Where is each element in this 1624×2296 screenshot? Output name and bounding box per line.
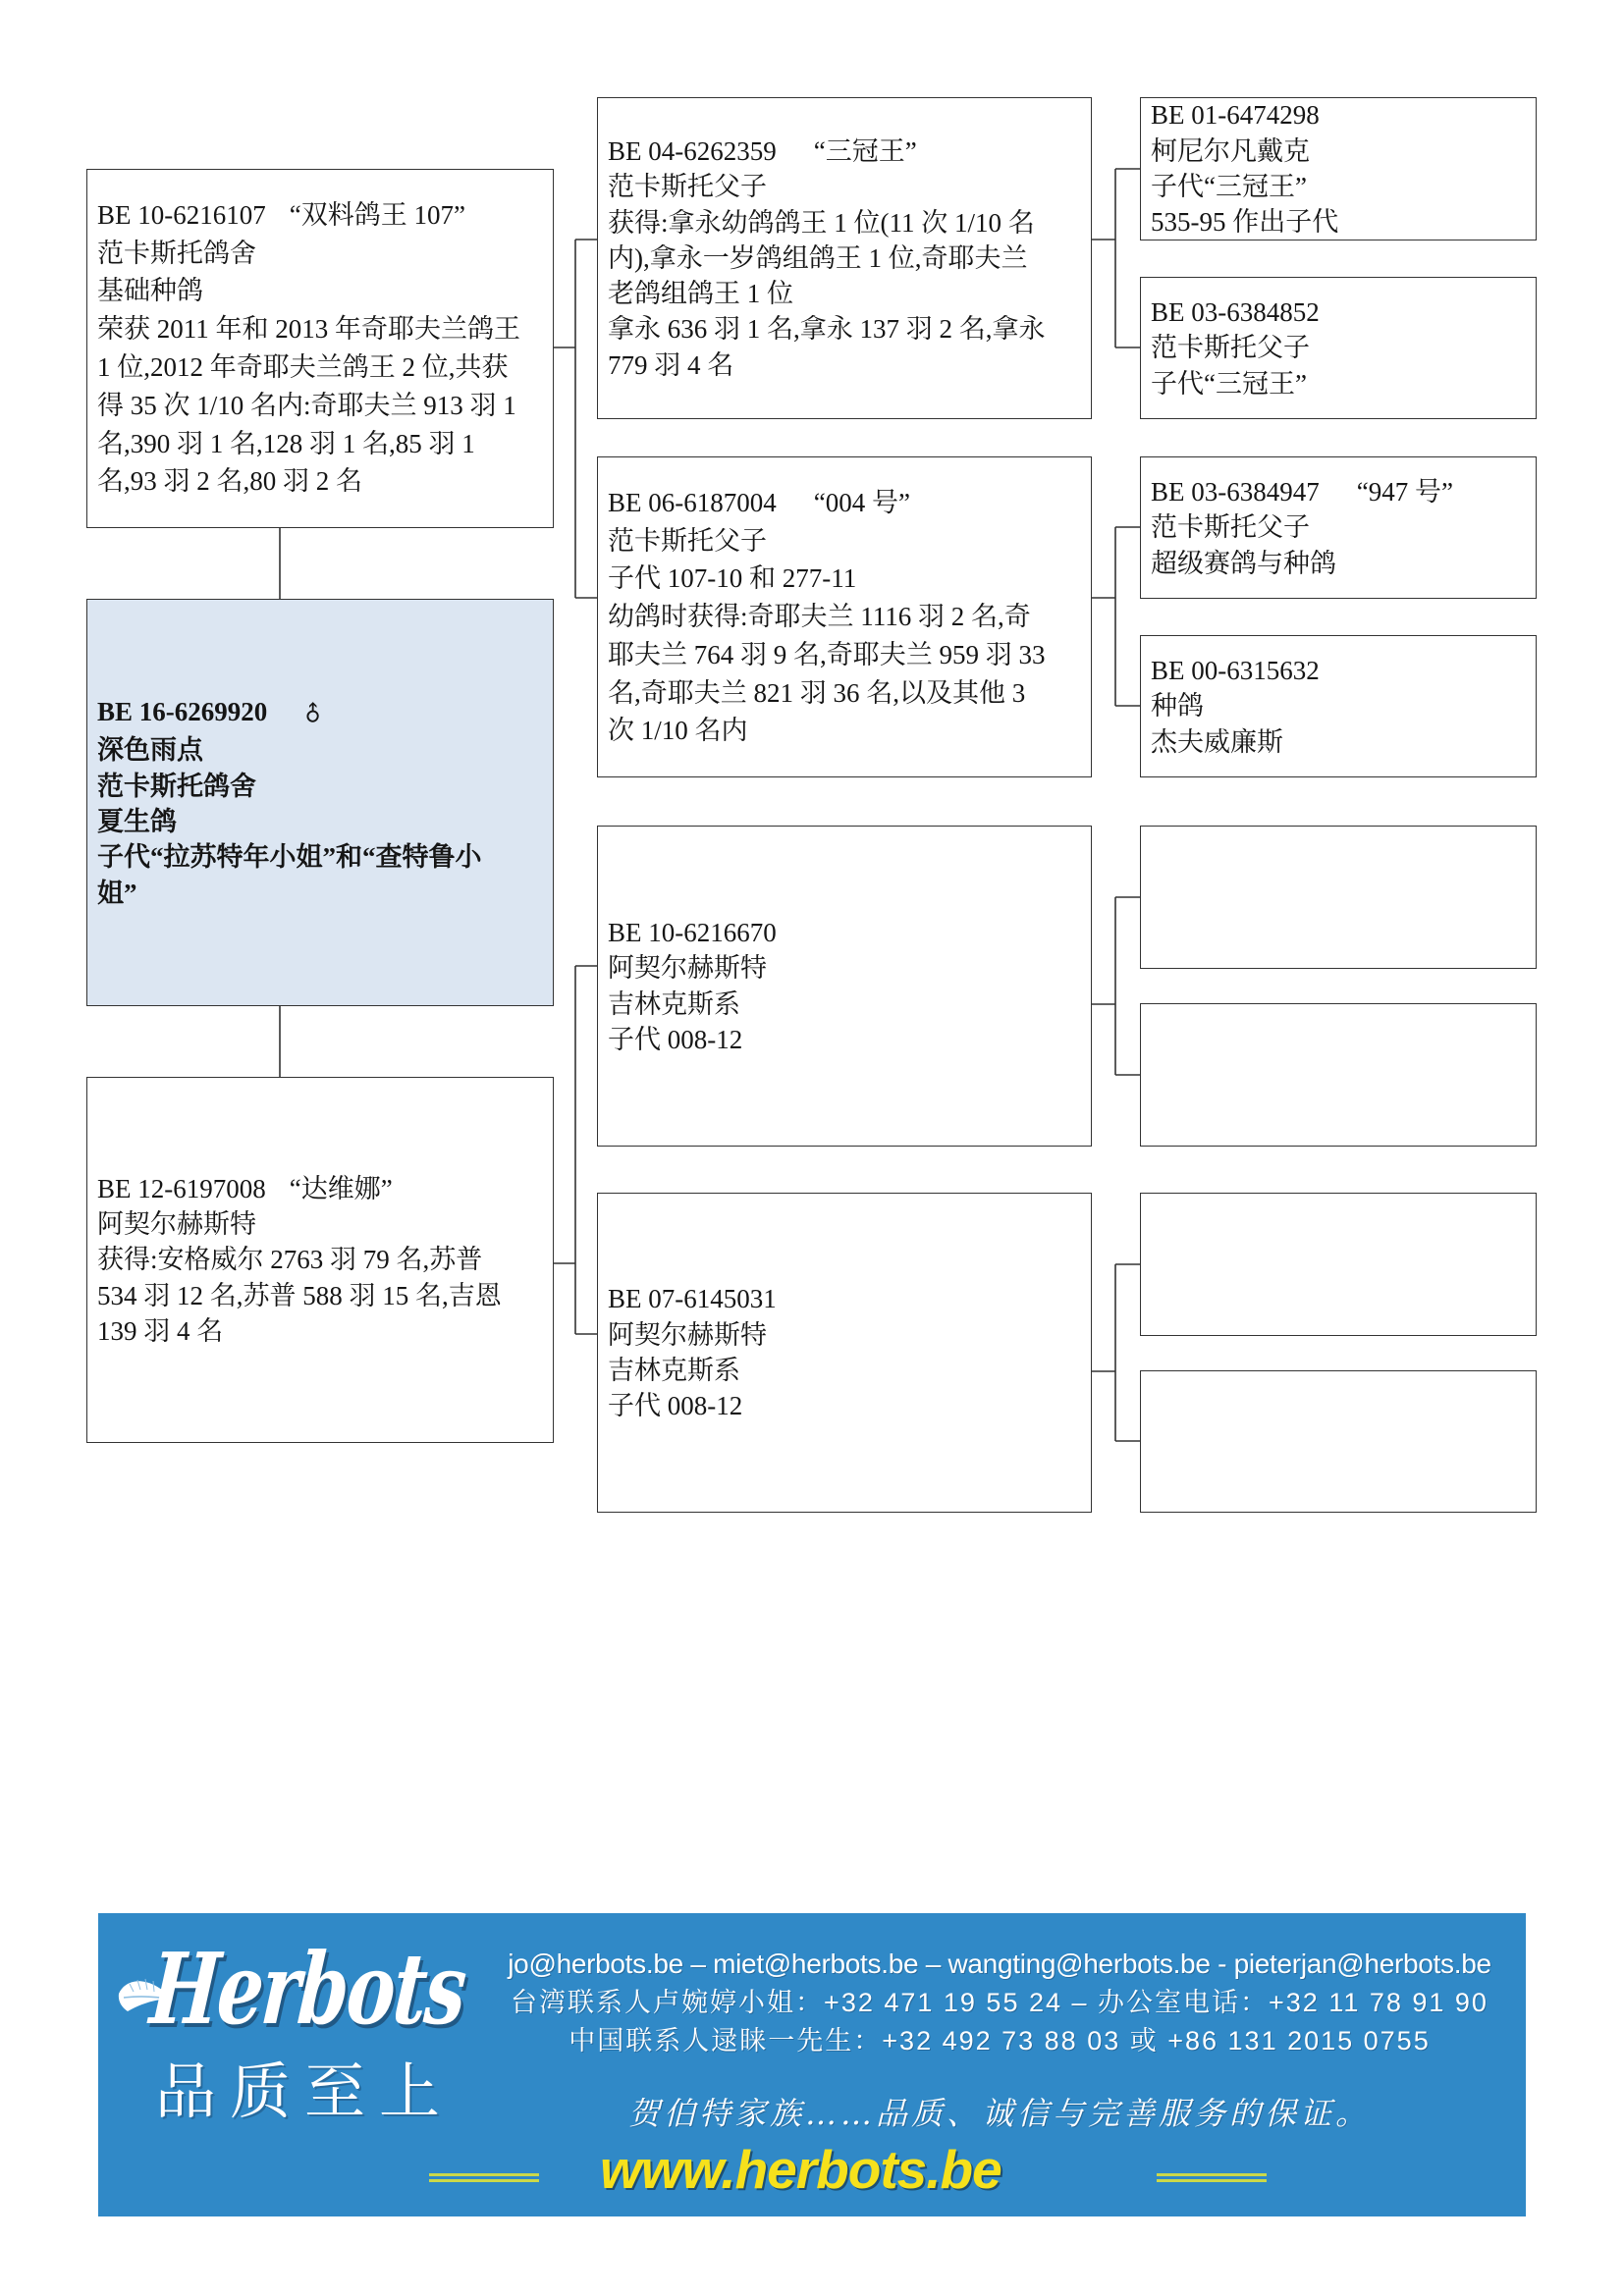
pedigree-box-sire-sire-sire xyxy=(1140,97,1537,240)
info-line: 子代 107-10 和 277-11 xyxy=(608,563,857,594)
info-line: 拿永 636 羽 1 名,拿永 137 羽 2 名,拿永 xyxy=(608,314,1046,345)
ring-number: BE 04-6262359 xyxy=(608,135,777,166)
pedigree-box-empty xyxy=(1140,1003,1537,1147)
pedigree-box-sire-sire xyxy=(597,97,1092,419)
pigeon-name: “三冠王” xyxy=(813,135,917,166)
info-line: 杰夫威廉斯 xyxy=(1151,726,1283,757)
info-line: 名,390 羽 1 名,128 羽 1 名,85 羽 1 xyxy=(97,428,475,458)
info-line: 名,93 羽 2 名,80 羽 2 名 xyxy=(97,466,362,497)
info-line: 耶夫兰 764 羽 9 名,奇耶夫兰 959 羽 33 xyxy=(608,639,1046,669)
info-line: 779 羽 4 名 xyxy=(608,349,734,380)
ring-number: BE 01-6474298 xyxy=(1151,100,1320,131)
info-line: 种鸽 xyxy=(1151,691,1204,721)
info-line: 名,奇耶夫兰 821 羽 36 名,以及其他 3 xyxy=(608,677,1026,708)
info-line: 获得:安格威尔 2763 羽 79 名,苏普 xyxy=(97,1245,483,1275)
info-line: 139 羽 4 名 xyxy=(97,1315,224,1346)
info-line: 柯尼尔凡戴克 xyxy=(1151,135,1310,166)
info-line: 范卡斯托父子 xyxy=(608,172,767,202)
info-line: 老鸽组鸽王 1 位 xyxy=(608,279,793,309)
slogan: 品质至上 xyxy=(155,2056,455,2127)
contact-emails: jo@herbots.be – miet@herbots.be – wangting@herbots.be - pieterjan@herbots.be xyxy=(508,1949,1491,1979)
ring-number: BE 07-6145031 xyxy=(608,1284,777,1314)
info-line: 夏生鸽 xyxy=(97,807,177,836)
pedigree-box-dam xyxy=(86,1077,554,1443)
pedigree-box-sire-dam-dam xyxy=(1140,635,1537,777)
info-line: 范卡斯托鸽舍 xyxy=(97,238,256,268)
info-line: 范卡斯托父子 xyxy=(608,525,767,556)
info-line: 阿契尔赫斯特 xyxy=(608,1319,767,1350)
info-line: 子代“拉苏特年小姐”和“查特鲁小 xyxy=(97,842,482,873)
ring-line xyxy=(608,484,1085,522)
info-line: 阿契尔赫斯特 xyxy=(608,953,767,984)
info-line: 超级赛鸽与种鸽 xyxy=(1151,548,1336,578)
pedigree-box-dam-sire xyxy=(597,826,1092,1147)
info-line: 535-95 作出子代 xyxy=(1151,207,1339,238)
china-contact: 中国联系人逯睐一先生：+32 492 73 88 03 或 +86 131 2015 0755 xyxy=(568,2026,1431,2056)
pedigree-box-sire-sire-dam xyxy=(1140,277,1537,419)
pigeon-name: “达维娜” xyxy=(289,1173,393,1203)
ring-number: BE 03-6384947 xyxy=(1151,477,1320,507)
pedigree-box-empty xyxy=(1140,1193,1537,1336)
ring-line xyxy=(97,694,547,732)
info-line: 1 位,2012 年奇耶夫兰鸽王 2 位,共获 xyxy=(97,352,509,382)
info-line: 534 羽 12 名,苏普 588 羽 15 名,吉恩 xyxy=(97,1280,502,1310)
ring-line xyxy=(608,133,1085,169)
info-line: 姐” xyxy=(97,878,137,908)
info-line: 范卡斯托父子 xyxy=(1151,512,1310,543)
taiwan-contact: 台湾联系人卢婉婷小姐：+32 471 19 55 24 – 办公室电话：+32 11 78 91 90 xyxy=(511,1988,1489,2017)
ring-number: BE 00-6315632 xyxy=(1151,656,1320,686)
ring-number: BE 16-6269920 xyxy=(97,697,268,727)
pedigree-box-sire xyxy=(86,169,554,528)
info-line: 幼鸽时获得:奇耶夫兰 1116 羽 2 名,奇 xyxy=(608,602,1031,632)
ring-number: BE 10-6216107 xyxy=(97,199,266,230)
decorative-double-line xyxy=(1157,2173,1267,2182)
info-line: 子代 008-12 xyxy=(608,1024,743,1054)
pedigree-box-dam-dam xyxy=(597,1193,1092,1513)
info-line: 吉林克斯系 xyxy=(608,988,740,1019)
info-line: 阿契尔赫斯特 xyxy=(97,1209,256,1240)
decorative-double-line xyxy=(429,2173,539,2182)
pedigree-box-sire-dam-sire xyxy=(1140,456,1537,599)
info-line: 获得:拿永幼鸽鸽王 1 位(11 次 1/10 名 xyxy=(608,207,1035,238)
pigeon-name: “004 号” xyxy=(813,487,910,517)
footer-banner xyxy=(98,1913,1526,2216)
ring-line xyxy=(1151,474,1530,509)
info-line: 子代 008-12 xyxy=(608,1391,743,1421)
info-line: 吉林克斯系 xyxy=(608,1356,740,1385)
ring-line xyxy=(97,196,547,235)
pedigree-box-sire-dam xyxy=(597,456,1092,777)
info-line: 荣获 2011 年和 2013 年奇耶夫兰鸽王 xyxy=(97,314,520,345)
website-url: www.herbots.be xyxy=(600,2139,1001,2200)
pigeon-name: “947 号” xyxy=(1356,477,1453,507)
info-line: 基础种鸽 xyxy=(97,276,203,306)
male-sex-icon: ♂ xyxy=(298,698,330,730)
info-line: 深色雨点 xyxy=(97,735,203,766)
pigeon-name: “双料鸽王 107” xyxy=(289,199,465,230)
ring-number: BE 10-6216670 xyxy=(608,917,777,947)
info-line: 范卡斯托父子 xyxy=(1151,333,1310,363)
info-line: 子代“三冠王” xyxy=(1151,368,1307,399)
info-line: 得 35 次 1/10 名内:奇耶夫兰 913 羽 1 xyxy=(97,390,516,420)
info-line: 次 1/10 名内 xyxy=(608,716,748,746)
herbots-logo: Herbots xyxy=(146,1932,469,2048)
info-line: 范卡斯托鸽舍 xyxy=(97,771,256,801)
pedigree-box-empty xyxy=(1140,826,1537,969)
ring-number: BE 06-6187004 xyxy=(608,487,777,517)
pedigree-box-empty xyxy=(1140,1370,1537,1513)
info-line: 内),拿永一岁鸽组鸽王 1 位,奇耶夫兰 xyxy=(608,242,1028,273)
tagline: 贺伯特家族……品质、诚信与完善服务的保证。 xyxy=(627,2095,1371,2132)
info-line: 子代“三冠王” xyxy=(1151,172,1307,201)
pedigree-box-subject xyxy=(86,599,554,1006)
ring-number: BE 12-6197008 xyxy=(97,1173,266,1203)
ring-number: BE 03-6384852 xyxy=(1151,297,1320,328)
ring-line xyxy=(97,1171,547,1206)
